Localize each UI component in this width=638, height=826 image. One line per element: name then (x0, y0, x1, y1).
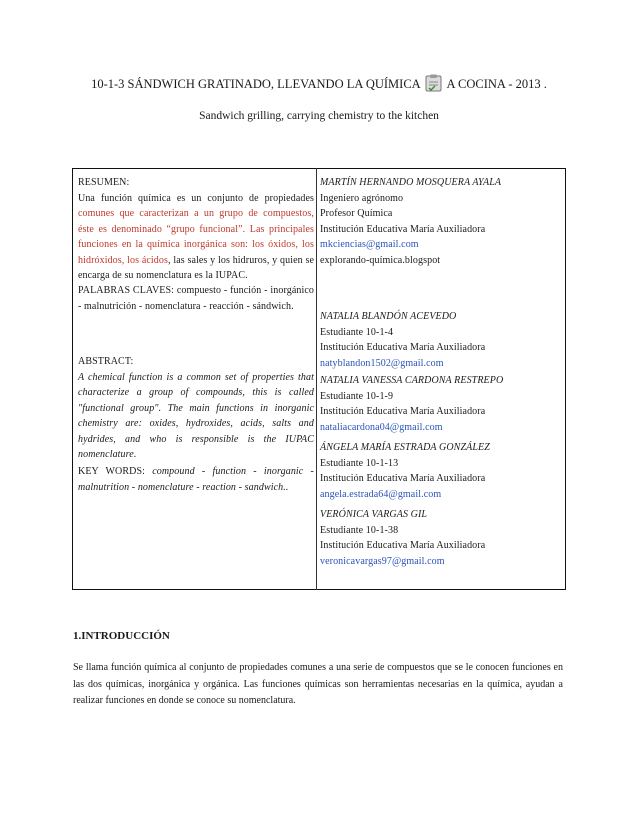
author-name: VERÓNICA VARGAS GIL (320, 509, 428, 520)
author-name: MARTÍN HERNANDO MOSQUERA AYALA (320, 177, 502, 188)
introduccion-paragraph: Se llama función química al conjunto de propiedades comunes a una serie de compuestos que se le conocen funciones en las dos químicas, inorgánica y orgánica. Las funciones químicas son herramientas necesarias en la química, ayudan a realizar funciones en donde se conoce su nomenclatura. (73, 662, 563, 706)
abstract-text: A chemical function is a common set of properties that characterize a group of compounds, this is called "functional group". The main functions in inorganic chemistry are: oxides, hydroxides, acids, salts and hydrides, and who is responsible is the IUPAC nomenclature. (78, 371, 314, 460)
resumen-text-highlight: comunes que caracterizan a un grupo de compuestos, éste es denominado “grupo funcional”. Las principales funciones en la química inorgánica son: los óxidos, los hidróxidos, los ácidos (78, 208, 314, 266)
author-grade: Estudiante 10-1-4 (320, 326, 394, 338)
author-role: Profesor Química (320, 208, 393, 219)
author-institution: Institución Educativa María Auxiliadora (320, 473, 486, 484)
author-block-3 (320, 373, 560, 435)
author-block-1 (320, 175, 560, 268)
author-block-4 (320, 440, 560, 502)
key-words-block (78, 464, 314, 495)
palabras-claves-label: PALABRAS CLAVES: (78, 285, 175, 296)
resumen-label: RESUMEN: (78, 177, 130, 188)
author-grade: Estudiante 10-1-13 (320, 457, 399, 469)
resumen-block (78, 175, 314, 284)
title-text-start: 10-1-3 SÁNDWICH GRATINADO, LLEVANDO LA QUÍMICA (91, 77, 424, 91)
author-email-link[interactable]: natyblandon1502@gmail.com (320, 357, 444, 369)
author-name: ÁNGELA MARÍA ESTRADA GONZÁLEZ (320, 442, 490, 453)
author-title: Ingeniero agrónomo (320, 192, 404, 204)
author-institution: Institución Educativa María Auxiliadora (320, 342, 486, 353)
author-email-link[interactable]: angela.estrada64@gmail.com (320, 488, 442, 500)
author-grade: Estudiante 10-1-9 (320, 390, 394, 402)
document-title (0, 74, 638, 92)
resumen-text-plain: Una función química es un conjunto de propiedades (78, 192, 314, 204)
author-block-2 (320, 309, 560, 371)
abstract-label: ABSTRACT: (78, 356, 134, 367)
clipboard-check-icon (425, 74, 442, 92)
resumen-text (78, 191, 314, 284)
key-words-text: compound - function - inorganic - malnutrition - nomenclature - reaction - sandwich.. (78, 466, 314, 493)
document-subtitle: Sandwich grilling, carrying chemistry to the kitchen (199, 110, 439, 122)
key-words-label: KEY WORDS: (78, 466, 145, 477)
author-name: NATALIA BLANDÓN ACEVEDO (320, 311, 457, 322)
resumen-text-tail: , las sales y los hidruros, y quien se encarga de su nomenclatura es la IUPAC. (78, 254, 314, 281)
title-text-end: A COCINA - 2013 . (444, 77, 547, 91)
abstract-block (78, 354, 314, 463)
author-grade: Estudiante 10-1-38 (320, 524, 399, 536)
author-blog: explorando-química.blogspot (320, 254, 441, 266)
author-institution: Institución Educativa María Auxiliadora (320, 540, 486, 551)
author-email-link[interactable]: mkciencias@gmail.com (320, 239, 419, 250)
author-email-link[interactable]: nataliacardona04@gmail.com (320, 421, 443, 433)
section-heading-introduccion: 1.INTRODUCCIÓN (73, 630, 170, 642)
table-column-divider (316, 168, 317, 590)
palabras-claves-text: compuesto - función - inorgánico - malnutrición - nomenclatura - reacción - sándwich. (78, 285, 314, 312)
author-name: NATALIA VANESSA CARDONA RESTREPO (320, 375, 504, 386)
author-institution: Institución Educativa María Auxiliadora (320, 406, 486, 417)
author-block-5 (320, 507, 560, 569)
author-email-link[interactable]: veronicavargas97@gmail.com (320, 555, 445, 567)
palabras-claves-block (78, 283, 314, 314)
author-institution: Institución Educativa María Auxiliadora (320, 223, 486, 235)
